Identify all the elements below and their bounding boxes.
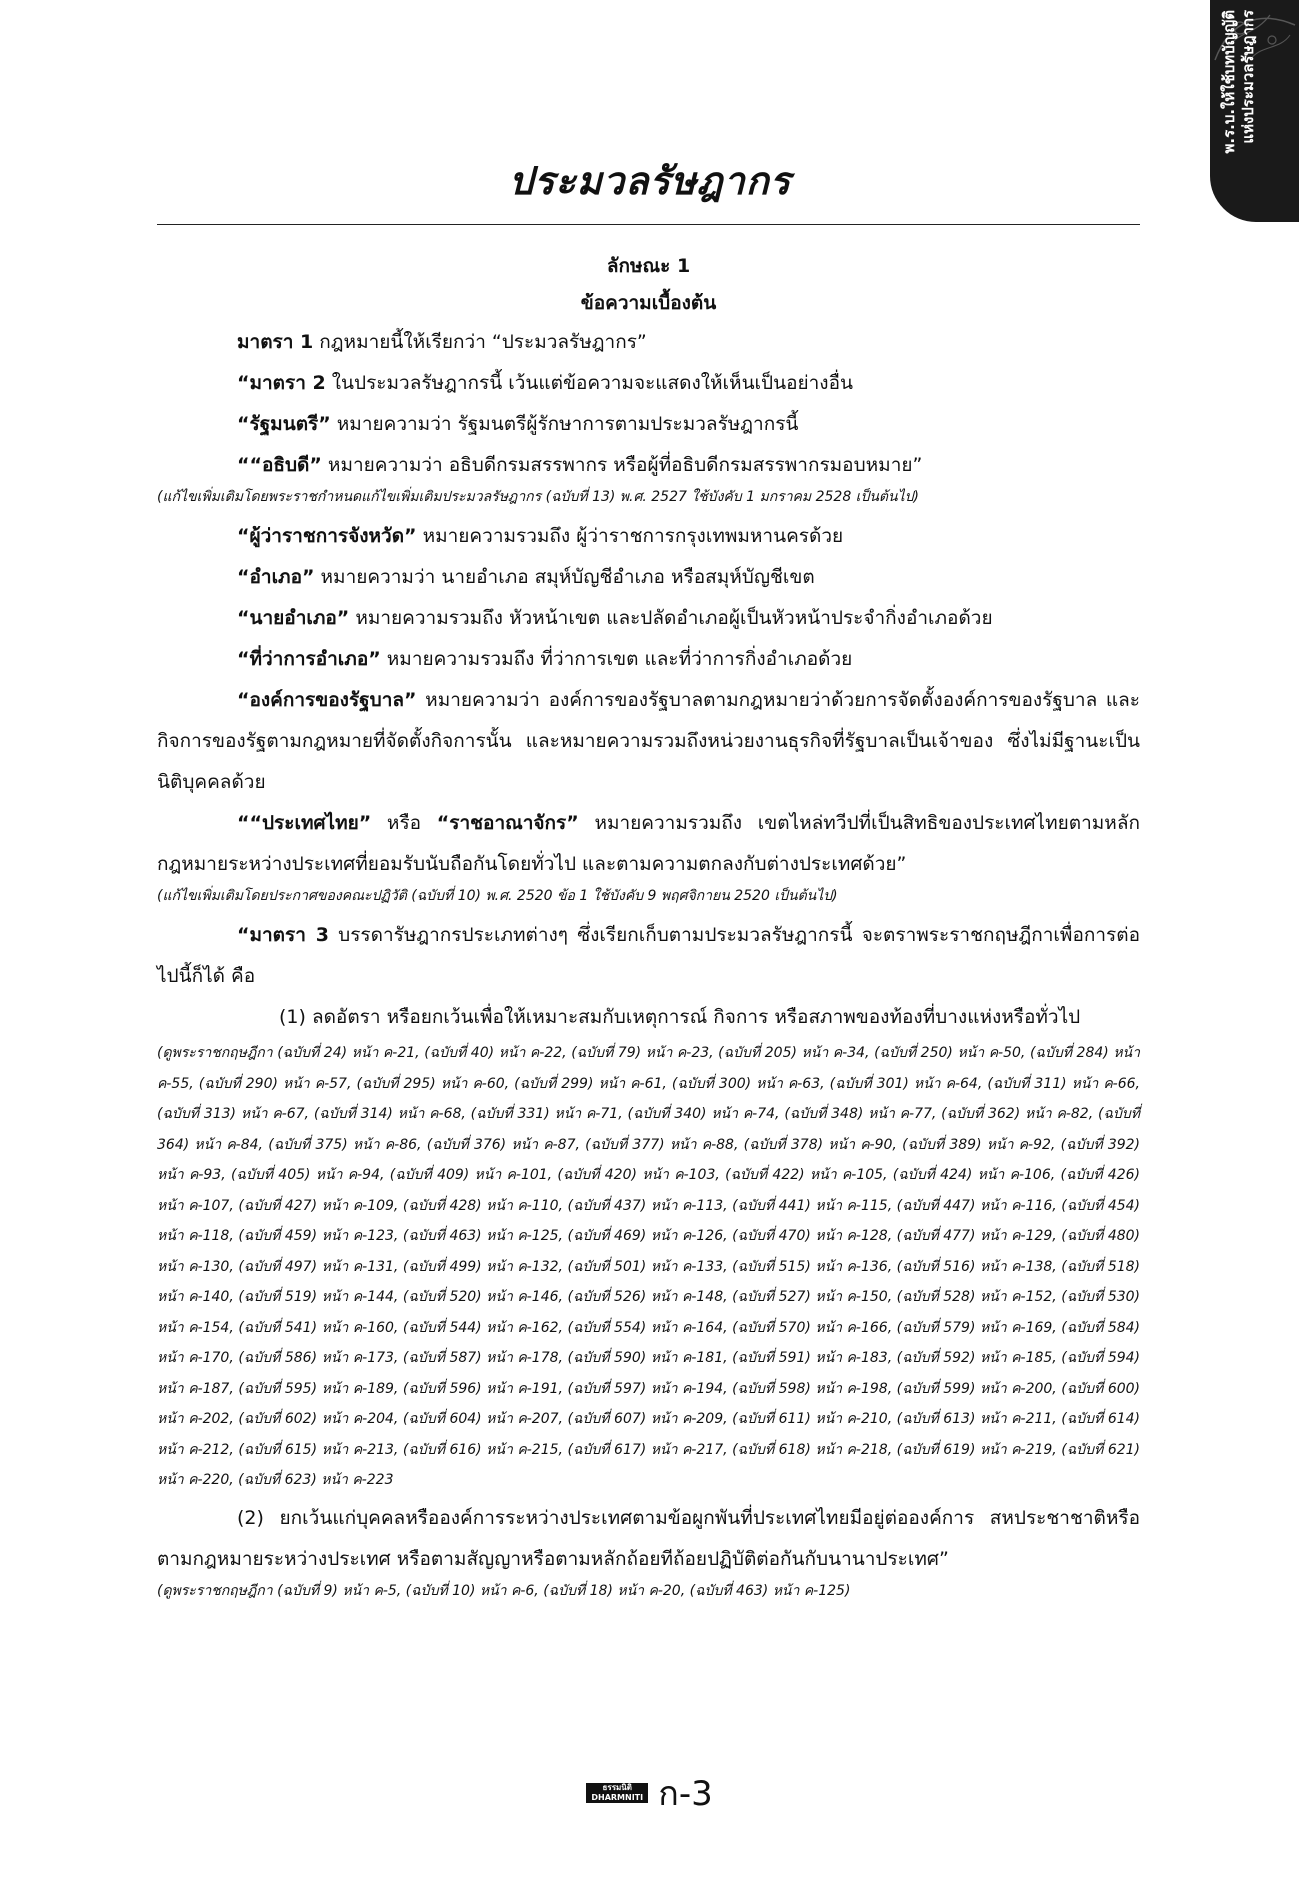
- definition-term: “ราชอาณาจักร”: [436, 812, 579, 834]
- definition-connector: หรือ: [371, 812, 437, 834]
- definition-district-office: [157, 639, 1140, 680]
- definition-term: “ที่ว่าการอำเภอ”: [237, 648, 381, 670]
- definition-text: หมายความว่า รัฐมนตรีผู้รักษาการตามประมวลรัษฎากรนี้: [330, 413, 799, 435]
- definition-term: “ผู้ว่าราชการจังหวัด”: [237, 525, 417, 547]
- definition-district-officer: [157, 598, 1140, 639]
- definition-government-organization: [157, 680, 1140, 803]
- reference-list-1: (ดูพระราชกฤษฎีกา (ฉบับที่ 24) หน้า ค-21, (ฉบับที่ 40) หน้า ค-22, (ฉบับที่ 79) หน้า ค-23, (ฉบับที่ 205) หน้า ค-34, (ฉบับที่ 250) หน้า ค-50, (ฉบับที่ 284) หน้า ค-55, (ฉบับที่ 290) หน้า ค-57, (ฉบับที่ 295) หน้า ค-60, (ฉบับที่ 299) หน้า ค-61, (ฉบับที่ 300) หน้า ค-63, (ฉบับที่ 301) หน้า ค-64, (ฉบับที่ 311) หน้า ค-66, (ฉบับที่ 313) หน้า ค-67, (ฉบับที่ 314) หน้า ค-68, (ฉบับที่ 331) หน้า ค-71, (ฉบับที่ 340) หน้า ค-74, (ฉบับที่ 348) หน้า ค-77, (ฉบับที่ 362) หน้า ค-82, (ฉบับที่ 364) หน้า ค-84, (ฉบับที่ 375) หน้า ค-86, (ฉบับที่ 376) หน้า ค-87, (ฉบับที่ 377) หน้า ค-88, (ฉบับที่ 378) หน้า ค-90, (ฉบับที่ 389) หน้า ค-92, (ฉบับที่ 392) หน้า ค-93, (ฉบับที่ 405) หน้า ค-94, (ฉบับที่ 409) หน้า ค-101, (ฉบับที่ 420) หน้า ค-103, (ฉบับที่ 422) หน้า ค-105, (ฉบับที่ 424) หน้า ค-106, (ฉบับที่ 426) หน้า ค-107, (ฉบับที่ 427) หน้า ค-109, (ฉบับที่ 428) หน้า ค-110, (ฉบับที่ 437) หน้า ค-113, (ฉบับที่ 441) หน้า ค-115, (ฉบับที่ 447) หน้า ค-116, (ฉบับที่ 454) หน้า ค-118, (ฉบับที่ 459) หน้า ค-123, (ฉบับที่ 463) หน้า ค-125, (ฉบับที่ 469) หน้า ค-126, (ฉบับที่ 470) หน้า ค-128, (ฉบับที่ 477) หน้า ค-129, (ฉบับที่ 480) หน้า ค-130, (ฉบับที่ 497) หน้า ค-131, (ฉบับที่ 499) หน้า ค-132, (ฉบับที่ 501) หน้า ค-133, (ฉบับที่ 515) หน้า ค-136, (ฉบับที่ 516) หน้า ค-138, (ฉบับที่ 518) หน้า ค-140, (ฉบับที่ 519) หน้า ค-144, (ฉบับที่ 520) หน้า ค-146, (ฉบับที่ 526) หน้า ค-148, (ฉบับที่ 527) หน้า ค-150, (ฉบับที่ 528) หน้า ค-152, (ฉบับที่ 530) หน้า ค-154, (ฉบับที่ 541) หน้า ค-160, (ฉบับที่ 544) หน้า ค-162, (ฉบับที่ 554) หน้า ค-164, (ฉบับที่ 570) หน้า ค-166, (ฉบับที่ 579) หน้า ค-169, (ฉบับที่ 584) หน้า ค-170, (ฉบับที่ 586) หน้า ค-173, (ฉบับที่ 587) หน้า ค-178, (ฉบับที่ 590) หน้า ค-181, (ฉบับที่ 591) หน้า ค-183, (ฉบับที่ 592) หน้า ค-185, (ฉบับที่ 594) หน้า ค-187, (ฉบับที่ 595) หน้า ค-189, (ฉบับที่ 596) หน้า ค-191, (ฉบับที่ 597) หน้า ค-194, (ฉบับที่ 598) หน้า ค-198, (ฉบับที่ 599) หน้า ค-200, (ฉบับที่ 600) หน้า ค-202, (ฉบับที่ 602) หน้า ค-204, (ฉบับที่ 604) หน้า ค-207, (ฉบับที่ 607) หน้า ค-209, (ฉบับที่ 611) หน้า ค-210, (ฉบับที่ 613) หน้า ค-211, (ฉบับที่ 614) หน้า ค-212, (ฉบับที่ 615) หน้า ค-213, (ฉบับที่ 616) หน้า ค-215, (ฉบับที่ 617) หน้า ค-217, (ฉบับที่ 618) หน้า ค-218, (ฉบับที่ 619) หน้า ค-219, (ฉบับที่ 621) หน้า ค-220, (ฉบับที่ 623) หน้า ค-223: [157, 1045, 1140, 1488]
- side-tab-line1: พ.ร.บ.ให้ใช้บทบัญญัติ: [1220, 10, 1238, 154]
- reference-list-2: (ดูพระราชกฤษฎีกา (ฉบับที่ 9) หน้า ค-5, (ฉบับที่ 10) หน้า ค-6, (ฉบับที่ 18) หน้า ค-20, (ฉบับที่ 463) หน้า ค-125): [157, 1582, 851, 1599]
- section-3-item-1: (1) ลดอัตรา หรือยกเว้นเพื่อให้เหมาะสมกับเหตุการณ์ กิจการ หรือสภาพของท้องที่บางแห่งหรือทั่วไป: [279, 1006, 1081, 1028]
- side-tab-line2: แห่งประมวลรัษฎากร: [1239, 10, 1257, 144]
- section-2-text: ในประมวลรัษฎากรนี้ เว้นแต่ข้อความจะแสดงให้เห็นเป็นอย่างอื่น: [325, 372, 853, 394]
- definition-term: “อำเภอ”: [237, 566, 315, 588]
- chapter-number: ลักษณะ 1: [606, 255, 691, 277]
- definition-term: ““อธิบดี”: [237, 454, 322, 476]
- publisher-logo-top: ธรรมนิติ: [602, 1783, 632, 1792]
- chapter-title: ข้อความเบื้องต้น: [580, 292, 717, 314]
- definition-text: หมายความว่า นายอำเภอ สมุห์บัญชีอำเภอ หรือสมุห์บัญชีเขต: [314, 566, 815, 588]
- side-tab-label: [1220, 10, 1258, 200]
- page-footer: [0, 1766, 1299, 1820]
- page-title: ประมวลรัษฎากร: [508, 158, 792, 203]
- definition-term: “นายอำเภอ”: [237, 607, 350, 629]
- section-3-text: บรรดารัษฎากรประเภทต่างๆ ซึ่งเรียกเก็บตามประมวลรัษฎากรนี้ จะตราพระราชกฤษฎีกาเพื่อการต่อไปนี้ก็ได้ คือ: [157, 924, 1140, 987]
- section-2: [157, 363, 1140, 404]
- definition-district: [157, 557, 1140, 598]
- section-3: [157, 915, 1140, 997]
- definition-text: หมายความรวมถึง หัวหน้าเขต และปลัดอำเภอผู้เป็นหัวหน้าประจำกิ่งอำเภอด้วย: [349, 607, 993, 629]
- publisher-logo-bottom: DHARMNITI: [591, 1793, 644, 1802]
- publisher-logo: [586, 1783, 648, 1803]
- amendment-note-1: (แก้ไขเพิ่มเติมโดยพระราชกำหนดแก้ไขเพิ่มเติมประมวลรัษฎากร (ฉบับที่ 13) พ.ศ. 2527 ใช้บังคับ 1 มกราคม 2528 เป็นต้นไป): [157, 489, 919, 505]
- definition-director-general: [157, 445, 1140, 486]
- title-divider: [157, 224, 1140, 225]
- definition-governor: [157, 516, 1140, 557]
- definition-text: หมายความว่า อธิบดีกรมสรรพากร หรือผู้ที่อธิบดีกรมสรรพากรมอบหมาย”: [321, 454, 923, 476]
- section-1-lead: มาตรา 1: [237, 331, 314, 353]
- definition-text: หมายความรวมถึง ผู้ว่าราชการกรุงเทพมหานครด้วย: [416, 525, 844, 547]
- amendment-note-2: (แก้ไขเพิ่มเติมโดยประกาศของคณะปฏิวัติ (ฉบับที่ 10) พ.ศ. 2520 ข้อ 1 ใช้บังคับ 9 พฤศจิกายน 2520 เป็นต้นไป): [157, 888, 838, 904]
- definition-text: หมายความว่า องค์การของรัฐบาลตามกฎหมายว่าด้วยการจัดตั้งองค์การของรัฐบาล และกิจการของรัฐตามกฎหมายที่จัดตั้งกิจการนั้น และหมายความรวมถึงหน่วยงานธุรกิจที่รัฐบาลเป็นเจ้าของ ซึ่งไม่มีฐานะเป็นนิติบุคคลด้วย: [157, 689, 1140, 793]
- section-2-lead: “มาตรา 2: [237, 372, 326, 394]
- section-3-item-2: (2) ยกเว้นแก่บุคคลหรือองค์การระหว่างประเทศตามข้อผูกพันที่ประเทศไทยมีอยู่ต่อองค์การ สหประชาชาติหรือตามกฎหมายระหว่างประเทศ หรือตามสัญญาหรือตามหลักถ้อยทีถ้อยปฏิบัติต่อกันกับนานาประเทศ”: [157, 1506, 1140, 1570]
- document-body: [157, 248, 1140, 1610]
- section-3-lead: “มาตรา 3: [237, 924, 329, 946]
- definition-term: “องค์การของรัฐบาล”: [237, 689, 417, 711]
- section-1-text: กฎหมายนี้ให้เรียกว่า “ประมวลรัษฎากร”: [313, 331, 647, 353]
- definition-term: “รัฐมนตรี”: [237, 413, 331, 435]
- definition-minister: [157, 404, 1140, 445]
- section-side-tab: [1210, 0, 1299, 222]
- definition-thailand: [157, 803, 1140, 885]
- definition-text: หมายความรวมถึง ที่ว่าการเขต และที่ว่าการกิ่งอำเภอด้วย: [380, 648, 853, 670]
- definition-term: ““ประเทศไทย”: [237, 812, 372, 834]
- page-number: ก-3: [658, 1774, 713, 1814]
- definition-text: หมายความรวมถึง เขตไหล่ทวีปที่เป็นสิทธิของประเทศไทยตามหลักกฎหมายระหว่างประเทศที่ยอมรับนับถือกันโดยทั่วไป และตามความตกลงกับต่างประเทศด้วย”: [157, 812, 1140, 875]
- section-1: [157, 322, 1140, 363]
